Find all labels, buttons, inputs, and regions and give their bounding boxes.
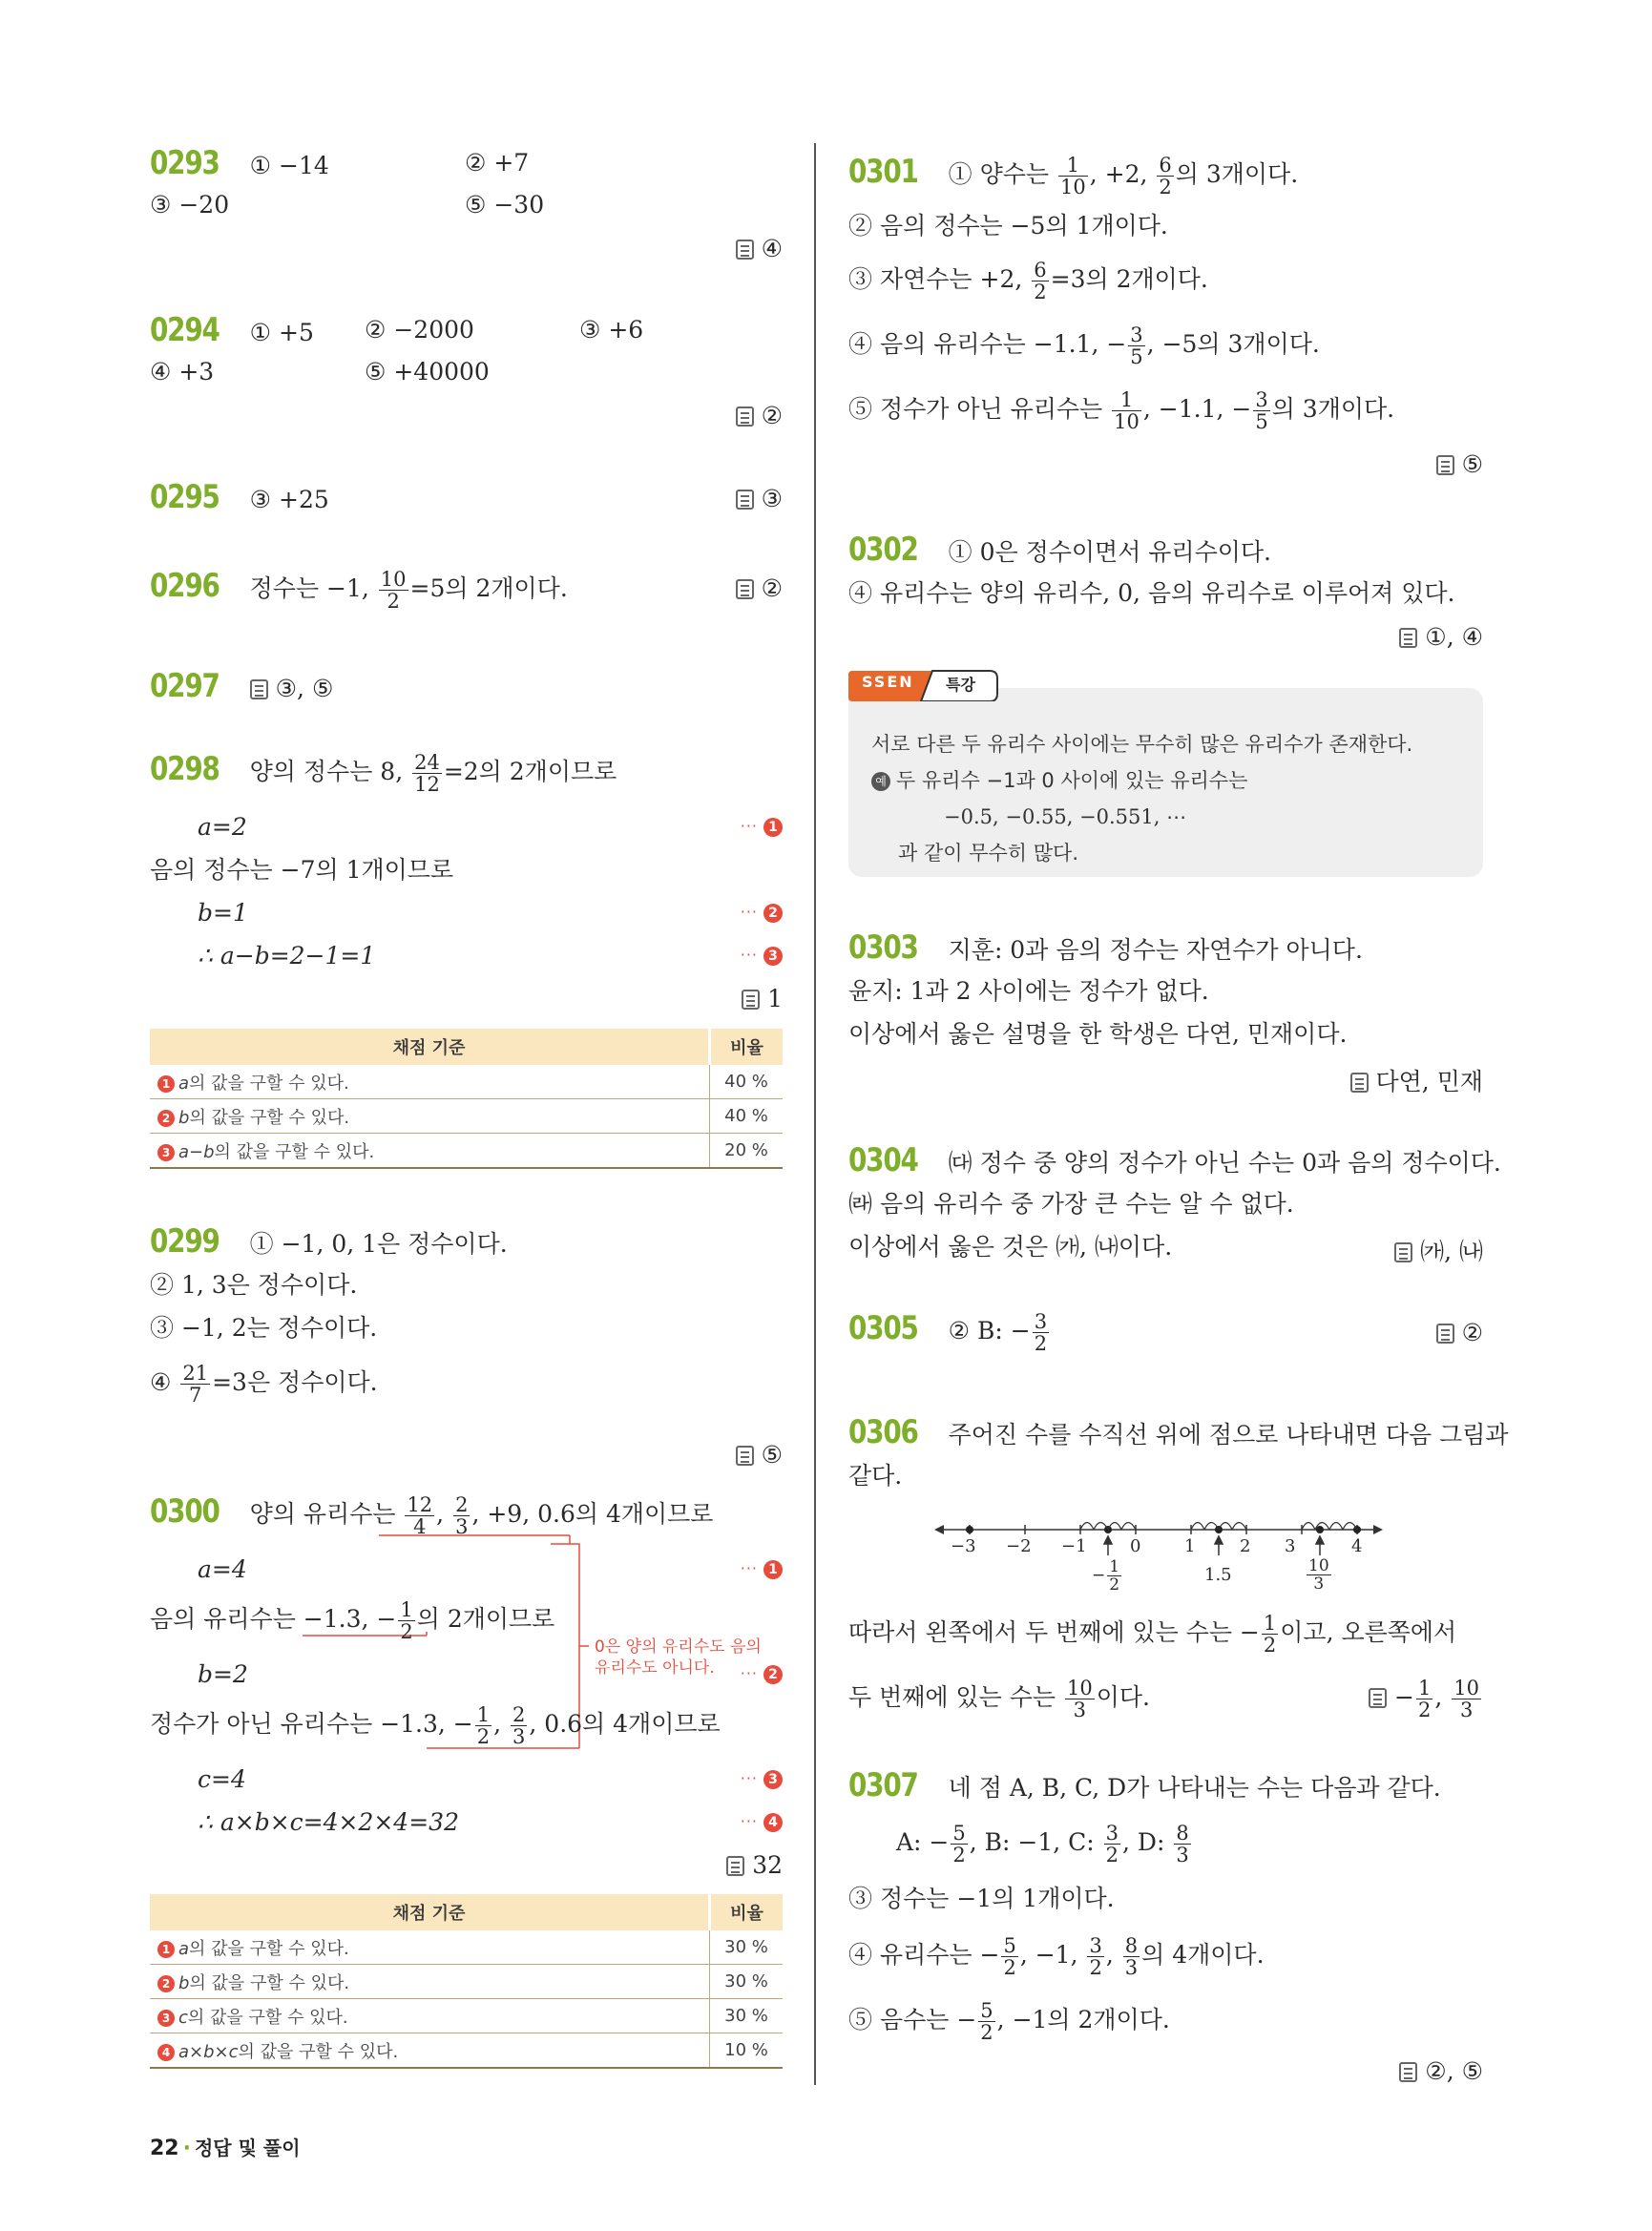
- annotation-note: 0은 양의 유리수도 음의 유리수도 아니다.: [595, 1637, 762, 1678]
- answer-icon: [1350, 1073, 1369, 1093]
- problem-number: 0298: [150, 750, 220, 788]
- answer-icon: [742, 990, 760, 1010]
- problem-number: 0307: [848, 1766, 918, 1804]
- answer-icon: [726, 1856, 744, 1876]
- answer-icon: [736, 1446, 754, 1466]
- answer-icon: [736, 407, 754, 427]
- p0294-choice2: ② −2000: [365, 316, 474, 344]
- fraction: $\frac{24}{12}$: [414, 751, 440, 796]
- p0298-step1: a=2: [198, 813, 247, 841]
- answer: 다연, 민재: [1350, 1063, 1484, 1097]
- table-row: 2 b의 값을 구할 수 있다. 40 %: [150, 1099, 783, 1134]
- p0303-line3: 이상에서 옳은 설명을 한 학생은 다연, 민재이다.: [848, 1020, 1348, 1048]
- p0298-text: 음의 정수는 −7의 1개이므로: [150, 856, 454, 884]
- answer: ①, ④: [1399, 623, 1483, 651]
- answer: ③: [736, 485, 783, 512]
- p0300-step2: b=2: [198, 1660, 248, 1688]
- p0304-line2: ㈑ 음의 유리수 중 가장 큰 수는 알 수 없다.: [848, 1190, 1294, 1218]
- answer: ②, ⑤: [1399, 2057, 1483, 2085]
- grading-table: 채점 기준 비율 1 a의 값을 구할 수 있다. 30 % 2 b의 값을 구할 수 있다. 30 % 3 c의 값을 구할 수 있다. 30 % 4 a×b×c의 값을 구할 수 있다. 10 %: [150, 1894, 783, 2069]
- problem-number: 0294: [150, 311, 220, 349]
- label-10-3: $\frac{10}{3}$: [1308, 1556, 1329, 1594]
- label-neg-half: − $\frac{1}{2}$: [1092, 1557, 1120, 1595]
- score-marker-4: ··· 4: [741, 1812, 783, 1832]
- p0301-line2: ② 음의 정수는 −5의 1개이다.: [848, 212, 1168, 240]
- answer-icon: [250, 679, 268, 699]
- answer: ②: [736, 574, 783, 602]
- problem-number: 0300: [150, 1492, 220, 1531]
- score-marker-1: ··· 1: [741, 817, 783, 837]
- footer-title: 정답 및 풀이: [194, 2137, 301, 2159]
- p0303-line2: 윤지: 1과 2 사이에는 정수가 없다.: [848, 977, 1209, 1005]
- table-row: 1 a의 값을 구할 수 있다. 30 %: [150, 1930, 783, 1965]
- p0302-line2: ④ 유리수는 양의 유리수, 0, 음의 유리수로 이루어져 있다.: [848, 579, 1455, 607]
- problem-number: 0299: [150, 1222, 220, 1261]
- table-row: 2 b의 값을 구할 수 있다. 30 %: [150, 1965, 783, 1999]
- answer: 1: [742, 985, 783, 1012]
- answer: ⑤: [1436, 450, 1483, 478]
- example-badge-icon: 예: [871, 772, 890, 791]
- answer: ②: [736, 402, 783, 429]
- fraction: $\frac{21}{7}$: [182, 1362, 209, 1407]
- problem-number: 0305: [848, 1309, 918, 1347]
- p0294-choice5: ⑤ +40000: [365, 358, 490, 386]
- problem-number: 0296: [150, 567, 220, 605]
- table-row: 4 a×b×c의 값을 구할 수 있다. 10 %: [150, 2033, 783, 2069]
- p0300-step1: a=4: [198, 1555, 247, 1583]
- table-row: 1 a의 값을 구할 수 있다. 40 %: [150, 1065, 783, 1099]
- column-divider: [814, 143, 816, 2085]
- answer-icon: [736, 490, 754, 510]
- answer-icon: [1436, 455, 1454, 475]
- answer-icon: [1369, 1688, 1387, 1708]
- score-marker-1: ··· 1: [741, 1559, 783, 1579]
- p0293-choice3: ③ −20: [150, 191, 230, 219]
- answer-icon: [736, 579, 754, 599]
- problem-number: 0304: [848, 1141, 918, 1179]
- problem-number: 0302: [848, 531, 918, 569]
- score-marker-3: ··· 3: [741, 1769, 783, 1789]
- p0299-line2: ② 1, 3은 정수이다.: [150, 1271, 358, 1299]
- score-marker-2: ··· 2: [741, 1664, 783, 1684]
- answer-icon: [1436, 1324, 1454, 1344]
- p0298-step3: ∴ a−b=2−1=1: [198, 942, 376, 970]
- p0293-line1: 0293 ① −14: [150, 144, 329, 182]
- ssen-special-lecture-box: [848, 673, 1483, 877]
- p0306-line2: 같다.: [848, 1462, 903, 1490]
- p0307-line3: ③ 정수는 −1의 1개이다.: [848, 1885, 1115, 1912]
- answer: ②: [1436, 1319, 1483, 1346]
- answer: 32: [726, 1851, 783, 1879]
- answer-icon: [1399, 2062, 1417, 2082]
- table-row: 3 a−b의 값을 구할 수 있다. 20 %: [150, 1134, 783, 1169]
- answer-icon: [1399, 628, 1417, 648]
- problem-number: 0303: [848, 928, 918, 967]
- answer: ㈎, ㈏: [1394, 1233, 1483, 1267]
- score-marker-2: ··· 2: [741, 903, 783, 923]
- answer-icon: [1394, 1242, 1412, 1262]
- score-marker-3: ··· 3: [741, 946, 783, 966]
- ssen-body: 서로 다른 두 유리수 사이에는 무수히 많은 유리수가 존재한다. 예 두 유리수 −1과 0 사이에 있는 유리수는 −0.5, −0.55, −0.551, ⋯ 과 같이 무수히 많다.: [871, 733, 1413, 865]
- p0294-choice4: ④ +3: [150, 358, 215, 386]
- p0300-step3: c=4: [198, 1765, 246, 1793]
- label-1-5: 1.5: [1204, 1565, 1232, 1585]
- problem-number: 0297: [150, 667, 220, 705]
- ssen-tag2-label: 특강: [946, 676, 975, 694]
- answer-icon: [736, 240, 754, 260]
- p0298-step2: b=1: [198, 899, 248, 927]
- problem-number: 0301: [848, 153, 918, 191]
- answer: − $\frac{1}{2}$ , $\frac{10}{3}$: [1369, 1678, 1483, 1720]
- problem-number: 0295: [150, 478, 220, 516]
- answer: ⑤: [736, 1441, 783, 1469]
- p0304-line3: 이상에서 옳은 것은 ㈎, ㈏이다.: [848, 1233, 1173, 1261]
- page-footer: 22 · 정답 및 풀이: [150, 2137, 301, 2160]
- fraction: $\frac{10}{2}$: [380, 568, 407, 613]
- problem-number: 0306: [848, 1413, 918, 1451]
- p0299-line3: ③ −1, 2는 정수이다.: [150, 1314, 378, 1342]
- ssen-tag-label: SSEN: [862, 673, 914, 691]
- p0293-choice5: ⑤ −30: [465, 191, 545, 219]
- problem-number: 0293: [150, 144, 220, 182]
- table-row: 3 c의 값을 구할 수 있다. 30 %: [150, 1999, 783, 2033]
- page-number: 22: [150, 2137, 179, 2160]
- p0293-choice2: ② +7: [465, 149, 530, 177]
- grading-table: 채점 기준 비율 1 a의 값을 구할 수 있다. 40 % 2 b의 값을 구할 수 있다. 40 % 3 a−b의 값을 구할 수 있다. 20 %: [150, 1029, 783, 1169]
- answer: ④: [736, 235, 783, 262]
- p0300-step4: ∴ a×b×c=4×2×4=32: [198, 1808, 459, 1836]
- p0294-choice3: ③ +6: [579, 316, 644, 344]
